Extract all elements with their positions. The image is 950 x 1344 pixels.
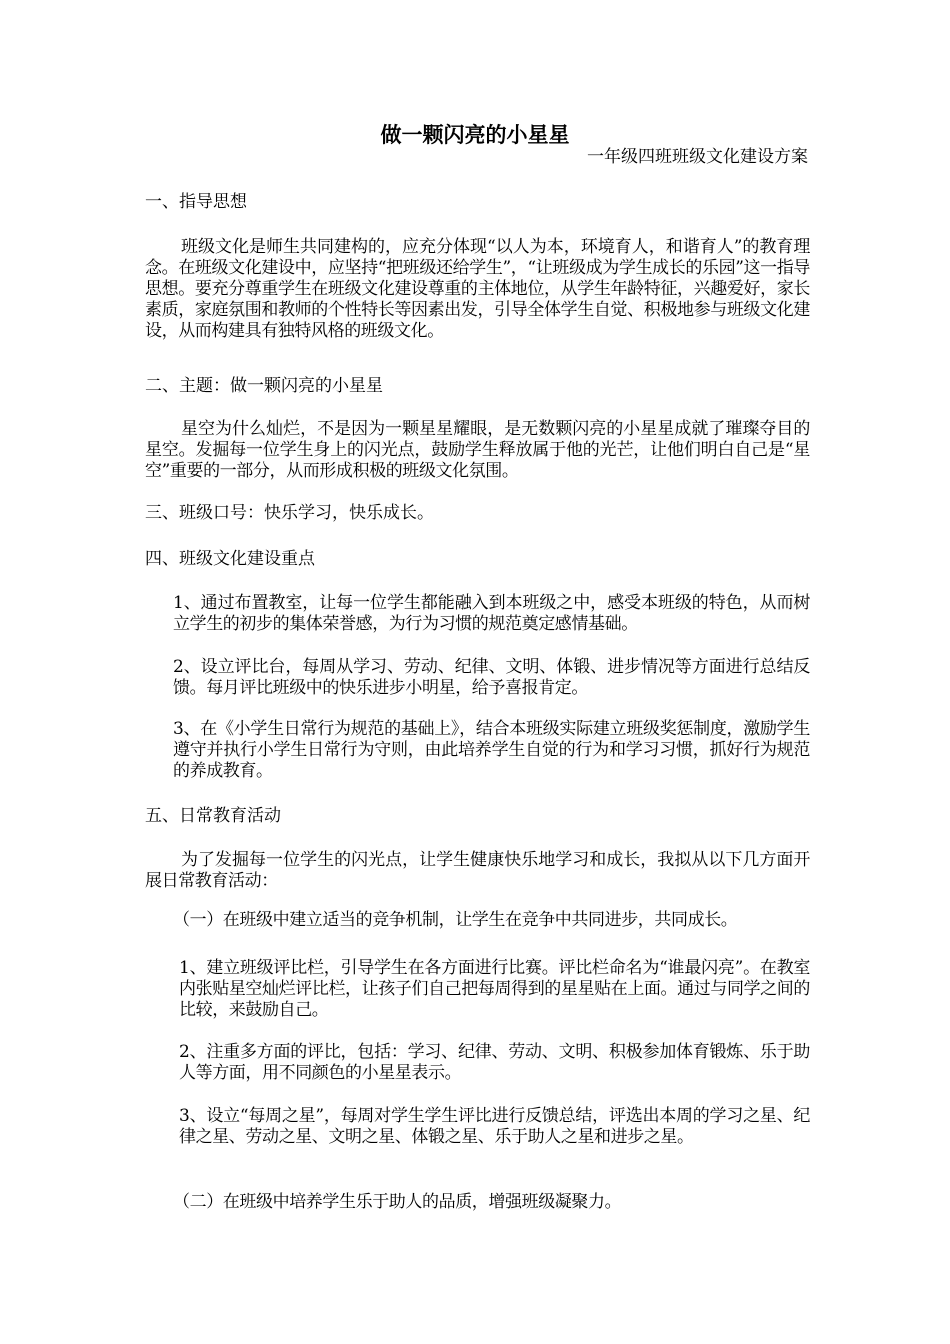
section-heading-theme: 二、主题：做一颗闪亮的小星星 xyxy=(145,376,383,396)
list-item: 2、设立评比台，每周从学习、劳动、纪律、文明、体锻、进步情况等方面进行总结反馈。每月评比班级中的快乐进步小明星，给予喜报肯定。 xyxy=(173,657,810,698)
subsection-heading-helping: （二）在班级中培养学生乐于助人的品质，增强班级凝聚力。 xyxy=(173,1192,622,1212)
list-item: 1、通过布置教室，让每一位学生都能融入到本班级之中，感受本班级的特色，从而树立学生的初步的集体荣誉感，为行为习惯的规范奠定感情基础。 xyxy=(173,593,810,634)
list-item: 2、注重多方面的评比，包括：学习、纪律、劳动、文明、积极参加体育锻炼、乐于助人等方面，用不同颜色的小星星表示。 xyxy=(179,1042,810,1083)
document-title: 做一颗闪亮的小星星 xyxy=(380,122,570,147)
list-item: 3、设立“每周之星”，每周对学生学生评比进行反馈总结，评选出本周的学习之星、纪律之星、劳动之星、文明之星、体锻之星、乐于助人之星和进步之星。 xyxy=(179,1106,810,1147)
subsection-heading-competition: （一）在班级中建立适当的竞争机制，让学生在竞争中共同进步，共同成长。 xyxy=(173,910,738,930)
section-heading-daily-activities: 五、日常教育活动 xyxy=(145,806,281,826)
section-heading-focus: 四、班级文化建设重点 xyxy=(145,549,315,569)
section-body-theme: 星空为什么灿烂，不是因为一颗星星耀眼，是无数颗闪亮的小星星成就了璀璨夺目的星空。发掘每一位学生身上的闪光点，鼓励学生释放属于他的光芒，让他们明白自己是“星空”重要的一部分，从而形成积极的班级文化氛围。 xyxy=(145,419,810,481)
section-body-daily-activities: 为了发掘每一位学生的闪光点，让学生健康快乐地学习和成长，我拟从以下几方面开展日常教育活动： xyxy=(145,850,810,891)
list-item: 3、在《小学生日常行为规范的基础上》，结合本班级实际建立班级奖惩制度，激励学生遵守并执行小学生日常行为守则，由此培养学生自觉的行为和学习习惯，抓好行为规范的养成教育。 xyxy=(173,719,810,781)
section-heading-guiding-ideology: 一、指导思想 xyxy=(145,192,247,212)
document-subtitle: 一年级四班班级文化建设方案 xyxy=(587,147,808,167)
list-item: 1、建立班级评比栏，引导学生在各方面进行比赛。评比栏命名为“谁最闪亮”。在教室内张贴星空灿烂评比栏，让孩子们自己把每周得到的星星贴在上面。通过与同学之间的比较，来鼓励自己。 xyxy=(179,958,810,1020)
section-heading-slogan: 三、班级口号：快乐学习，快乐成长。 xyxy=(145,503,434,523)
section-body-guiding-ideology: 班级文化是师生共同建构的，应充分体现“以人为本，环境育人，和谐育人”的教育理念。在班级文化建设中，应坚持“把班级还给学生”，“让班级成为学生成长的乐园”这一指导思想。要充分尊重学生在班级文化建设尊重的主体地位，从学生年龄特征，兴趣爱好，家长素质，家庭氛围和教师的个性特长等因素出发，引导全体学生自觉、积极地参与班级文化建设，从而构建具有独特风格的班级文化。 xyxy=(145,237,810,341)
